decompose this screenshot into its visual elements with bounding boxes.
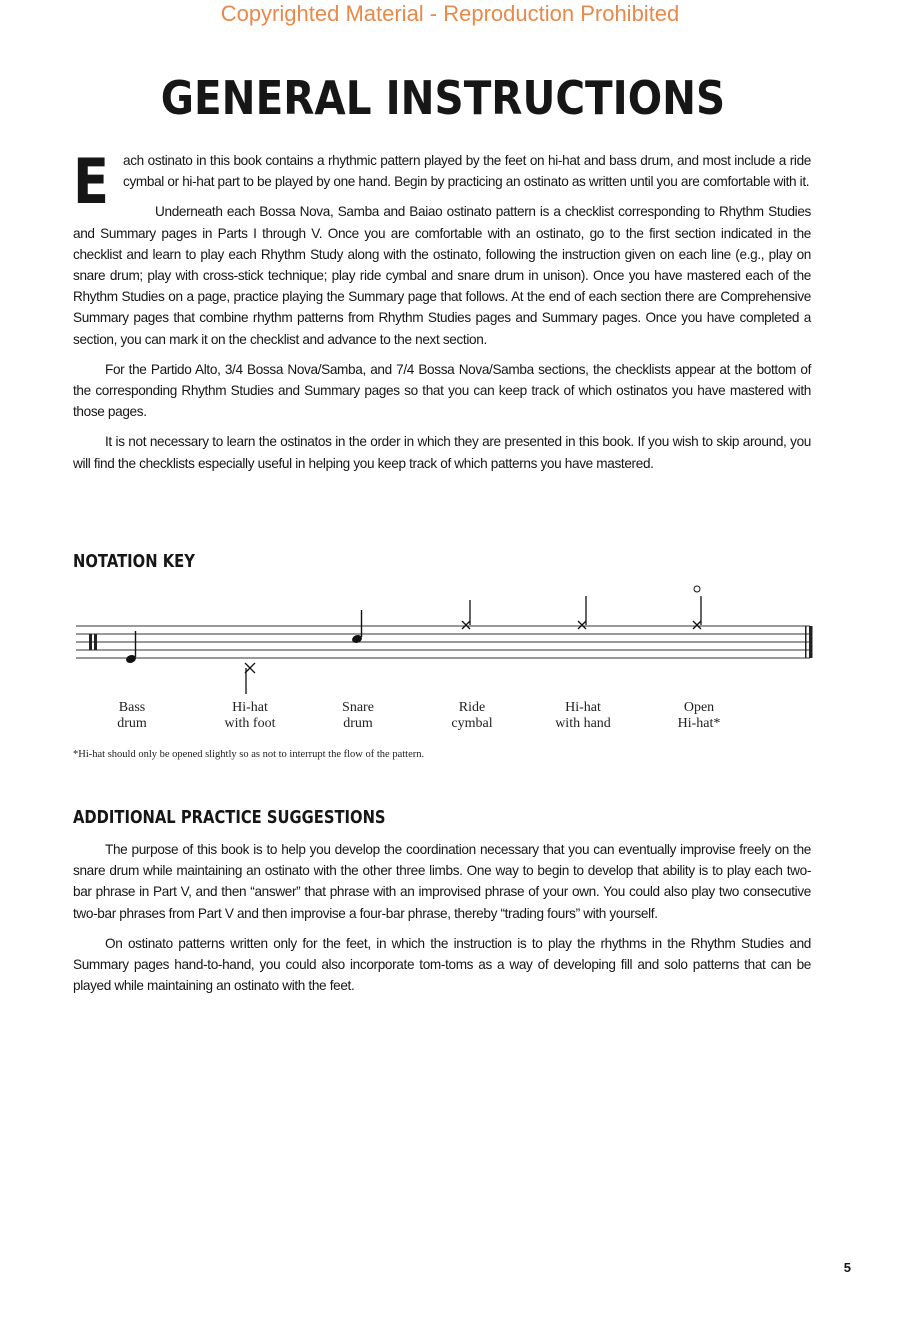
notation-footnote: *Hi-hat should only be opened slightly so as not to interrupt the flow of the pattern. <box>73 749 425 760</box>
label-hihat-hand-line2: with hand <box>555 716 611 731</box>
practice-suggestions-heading: ADDITIONAL PRACTICE SUGGESTIONS <box>73 807 386 828</box>
intro-paragraph-4: It is not necessary to learn the ostinatos in the order in which they are presented in this book. If you wish to skip around, you will find the checklists especially useful in helping you keep track of which patterns you have mastered. <box>73 434 811 471</box>
open-hihat-note <box>693 586 701 629</box>
bass-drum-note <box>125 631 137 664</box>
practice-paragraph-2: On ostinato patterns written only for the feet, in which the instruction is to play the rhythms in the Rhythm Studies and Summary pages hand-to-hand, you could also incorporate tom-toms as a way of developing fill and solo patterns that can be played while maintaining an ostinato with the feet. <box>73 935 811 994</box>
page-title: GENERAL INSTRUCTIONS <box>160 71 726 125</box>
label-snare-drum-line2: drum <box>343 716 373 731</box>
notation-key-heading: NOTATION KEY <box>73 551 195 572</box>
intro-paragraph-1: E ach ostinato in this book contains a rhythmic pattern played by the feet on hi-hat and bass drum, and most include a ride cymbal or hi-hat part to be played by one hand. Begin by practicing an ostinato as written until you are comfortable with it. <box>73 145 811 218</box>
practice-section <box>73 839 811 1005</box>
notation-key-staff <box>0 580 900 740</box>
ride-cymbal-note <box>462 600 470 629</box>
intro-paragraph-2: Underneath each Bossa Nova, Samba and Baiao ostinato pattern is a checklist corresponding to Rhythm Studies and Summary pages in Parts I through V. Once you are comfortable with an ostinato, go to the first section indicated in the checklist and learn to play each Rhythm Study along with the ostinato, following the instruction given on each line (e.g., play on snare drum; play with cross-stick technique; play ride cymbal and snare drum in unison). Once you have mastered each of the Rhythm Studies on a page, practice playing the Summary page that follows. At the end of each section there are Comprehensive Summary pages that combine rhythm patterns from Rhythm Studies pages and Summary pages. Once you have completed a section, you can mark it on the checklist and advance to the next section. <box>73 204 811 347</box>
copyright-watermark: Copyrighted Material - Reproduction Prohibited <box>220 1 680 26</box>
intro-section <box>73 145 811 483</box>
label-bass-drum-line1: Bass <box>118 700 146 715</box>
label-hihat-foot-line2: with foot <box>224 716 276 731</box>
notation-labels <box>117 700 720 731</box>
label-hihat-hand-line1: Hi-hat <box>565 700 601 715</box>
hihat-hand-note <box>578 596 586 629</box>
page-number: 5 <box>843 1260 851 1275</box>
drop-cap: E <box>73 145 109 218</box>
snare-drum-note <box>351 610 363 644</box>
practice-paragraph-1: The purpose of this book is to help you develop the coordination necessary that you can eventually improvise freely on the snare drum while maintaining an ostinato with the other three limbs. One way to begin to develop that ability is to play each two-bar phrase in Part V, and then “answer” that phrase with an improvised phrase of your own. You could also play two consecutive two-bar phrases from Part V and then improvise a four-bar phrase, thereby “trading fours” with yourself. <box>73 842 811 921</box>
staff-lines <box>76 626 810 658</box>
label-snare-drum-line1: Snare <box>342 700 374 715</box>
hihat-foot-note <box>245 663 255 694</box>
label-ride-cymbal-line2: cymbal <box>451 716 493 731</box>
label-hihat-foot-line1: Hi-hat <box>232 700 268 715</box>
label-bass-drum-line2: drum <box>117 716 147 731</box>
label-open-hihat-line1: Open <box>683 700 715 715</box>
label-open-hihat-line2: Hi-hat* <box>677 716 721 731</box>
label-ride-cymbal-line1: Ride <box>458 700 486 715</box>
intro-paragraph-3: For the Partido Alto, 3/4 Bossa Nova/Samba, and 7/4 Bossa Nova/Samba sections, the checklists appear at the bottom of the corresponding Rhythm Studies and Summary pages so that you can keep track of which ostinatos you have mastered with those pages. <box>73 361 811 420</box>
